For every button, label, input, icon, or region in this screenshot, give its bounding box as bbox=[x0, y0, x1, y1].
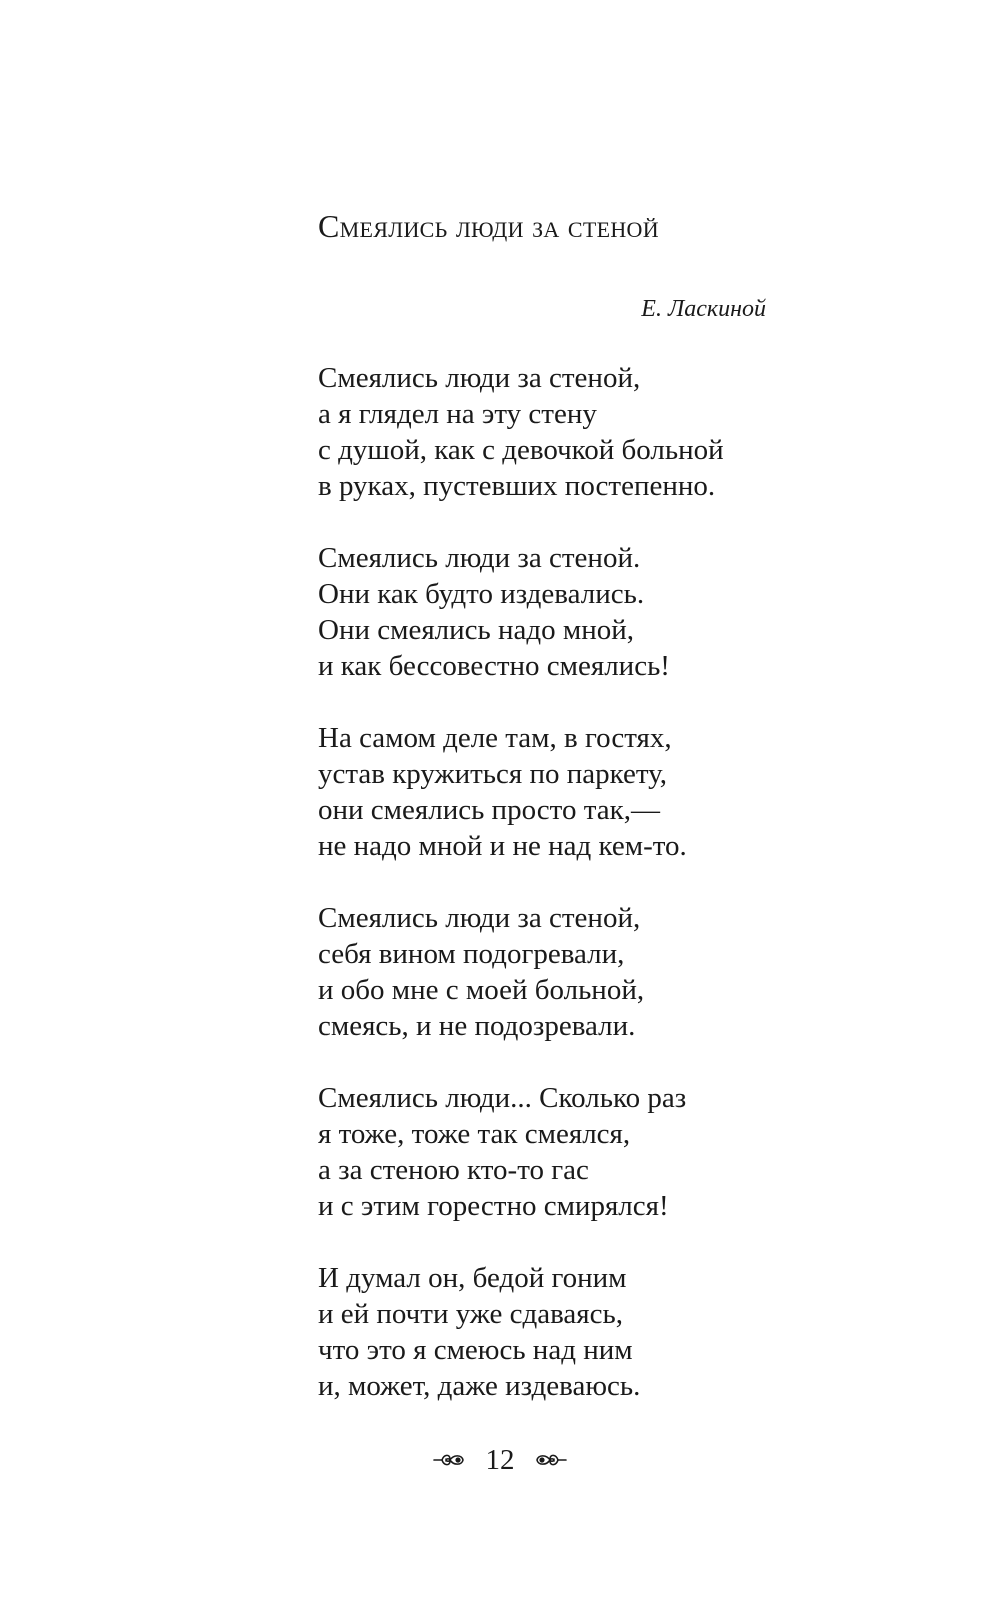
stanza bbox=[318, 900, 778, 1044]
poem-line: Они смеялись надо мной, bbox=[318, 614, 635, 646]
page-footer bbox=[0, 1440, 1000, 1478]
poem-line: Смеялись люди за стеной, bbox=[318, 362, 641, 394]
poem-line: Смеялись люди... Сколько раз bbox=[318, 1082, 687, 1114]
stanza bbox=[318, 360, 778, 504]
stanza bbox=[318, 1080, 778, 1224]
poem-line: и с этим горестно смирялся! bbox=[318, 1190, 669, 1222]
page-number: 12 bbox=[485, 1444, 515, 1477]
poem-line: Смеялись люди за стеной. bbox=[318, 542, 641, 574]
poem-line: с душой, как с девочкой больной bbox=[318, 434, 724, 466]
poem-line: и обо мне с моей больной, bbox=[318, 974, 645, 1006]
poem-line: и, может, даже издеваюсь. bbox=[318, 1370, 641, 1402]
flourish-ornament-icon bbox=[432, 1450, 466, 1470]
poem-line: и ей почти уже сдаваясь, bbox=[318, 1298, 623, 1330]
poem-line: смеясь, и не подозревали. bbox=[318, 1010, 636, 1042]
poem-line: На самом деле там, в гостях, bbox=[318, 722, 672, 754]
poem-line: устав кружиться по паркету, bbox=[318, 758, 667, 790]
poem-line: Они как будто издевались. bbox=[318, 578, 645, 610]
poem-line: я тоже, тоже так смеялся, bbox=[318, 1118, 631, 1150]
flourish-ornament-icon bbox=[534, 1450, 568, 1470]
poem-body bbox=[318, 360, 778, 1440]
stanza bbox=[318, 1260, 778, 1404]
poem-line: И думал он, бедой гоним bbox=[318, 1262, 627, 1294]
poem-title: Смеялись люди за стеной bbox=[318, 208, 659, 244]
poem-line: не надо мной и не над кем-то. bbox=[318, 830, 687, 862]
poem-line: что это я смеюсь над ним bbox=[318, 1334, 633, 1366]
poem-dedication: Е. Ласкиной bbox=[641, 296, 766, 322]
poem-line: в руках, пустевших постепенно. bbox=[318, 470, 716, 502]
poem-line: а за стеною кто-то гас bbox=[318, 1154, 589, 1186]
stanza bbox=[318, 540, 778, 684]
stanza bbox=[318, 720, 778, 864]
poem-line: Смеялись люди за стеной, bbox=[318, 902, 641, 934]
poem-line: а я глядел на эту стену bbox=[318, 398, 597, 430]
poem-line: себя вином подогревали, bbox=[318, 938, 625, 970]
poem-line: они смеялись просто так,— bbox=[318, 794, 660, 826]
poem-line: и как бессовестно смеялись! bbox=[318, 650, 670, 682]
